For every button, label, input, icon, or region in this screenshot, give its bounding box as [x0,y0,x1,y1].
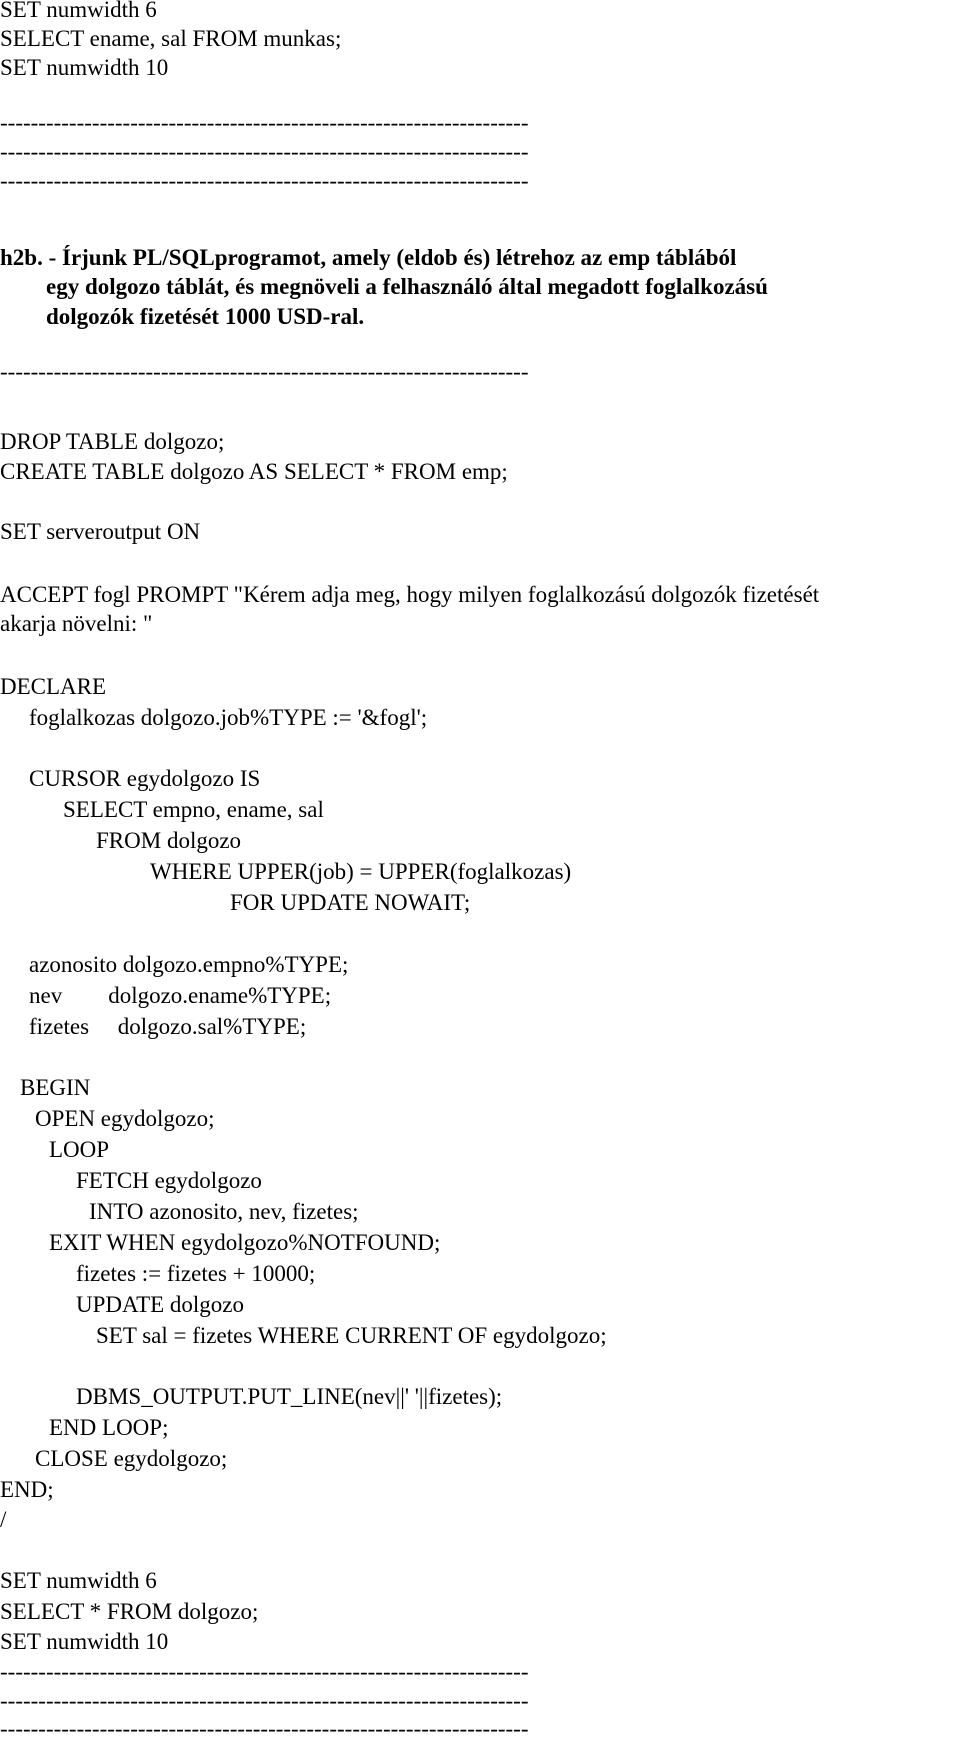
code-line-drop-table: DROP TABLE dolgozo; [0,429,225,454]
code-line-declare: DECLARE [0,674,107,699]
separator-line: --------------------------------------------------------------------- [0,1659,529,1684]
code-line-set-numwidth-10: SET numwidth 10 [0,1629,169,1654]
task-description-line: dolgozók fizetését 1000 USD-ral. [46,304,365,329]
code-line-set-numwidth-10: SET numwidth 10 [0,55,169,80]
code-line-assign: fizetes := fizetes + 10000; [76,1261,316,1286]
code-line-dbms-output: DBMS_OUTPUT.PUT_LINE(nev||' '||fizetes); [76,1384,503,1409]
separator-line: --------------------------------------------------------------------- [0,1716,529,1741]
code-line-select: SELECT empno, ename, sal [63,797,324,822]
code-line-set-numwidth-6: SET numwidth 6 [0,1568,157,1593]
code-line-slash: / [0,1507,7,1532]
separator-line: --------------------------------------------------------------------- [0,139,529,164]
code-line-open: OPEN egydolgozo; [35,1106,215,1131]
code-line-set-numwidth-6: SET numwidth 6 [0,0,157,22]
code-line-into: INTO azonosito, nev, fizetes; [89,1199,359,1224]
code-line-fetch: FETCH egydolgozo [76,1168,262,1193]
code-line-accept-continued: akarja növelni: " [0,611,153,636]
code-line-fizetes: fizetes dolgozo.sal%TYPE; [29,1014,307,1039]
code-line-accept: ACCEPT fogl PROMPT "Kérem adja meg, hogy milyen foglalkozású dolgozók fizetését [0,582,820,607]
code-line-close: CLOSE egydolgozo; [35,1446,228,1471]
task-description-line: egy dolgozo táblát, és megnöveli a felhasználó által megadott foglalkozású [46,274,768,299]
code-line-begin: BEGIN [20,1075,91,1100]
code-line-set-sal: SET sal = fizetes WHERE CURRENT OF egydolgozo; [96,1323,607,1348]
code-line-select-dolgozo: SELECT * FROM dolgozo; [0,1599,259,1624]
separator-line: --------------------------------------------------------------------- [0,359,529,384]
code-line-for-update: FOR UPDATE NOWAIT; [230,890,471,915]
code-line-from: FROM dolgozo [96,828,242,853]
separator-line: --------------------------------------------------------------------- [0,168,529,193]
code-line-cursor: CURSOR egydolgozo IS [29,766,261,791]
code-line-update: UPDATE dolgozo [76,1292,245,1317]
separator-line: --------------------------------------------------------------------- [0,110,529,135]
code-line-end-loop: END LOOP; [49,1415,169,1440]
task-heading: h2b. - Írjunk PL/SQLprogramot, amely (eldob és) létrehoz az emp táblából [0,245,737,270]
code-line-nev: nev dolgozo.ename%TYPE; [29,983,332,1008]
code-line-where: WHERE UPPER(job) = UPPER(foglalkozas) [150,859,572,884]
code-line-azonosito: azonosito dolgozo.empno%TYPE; [29,952,349,977]
code-line-exit: EXIT WHEN egydolgozo%NOTFOUND; [49,1230,441,1255]
code-line-select-munkas: SELECT ename, sal FROM munkas; [0,26,342,51]
code-line-loop: LOOP [49,1137,110,1162]
code-line-foglalkozas: foglalkozas dolgozo.job%TYPE := '&fogl'; [29,705,428,730]
code-line-serveroutput: SET serveroutput ON [0,519,201,544]
separator-line: --------------------------------------------------------------------- [0,1688,529,1713]
code-line-create-table: CREATE TABLE dolgozo AS SELECT * FROM emp; [0,459,508,484]
code-line-end: END; [0,1477,54,1502]
